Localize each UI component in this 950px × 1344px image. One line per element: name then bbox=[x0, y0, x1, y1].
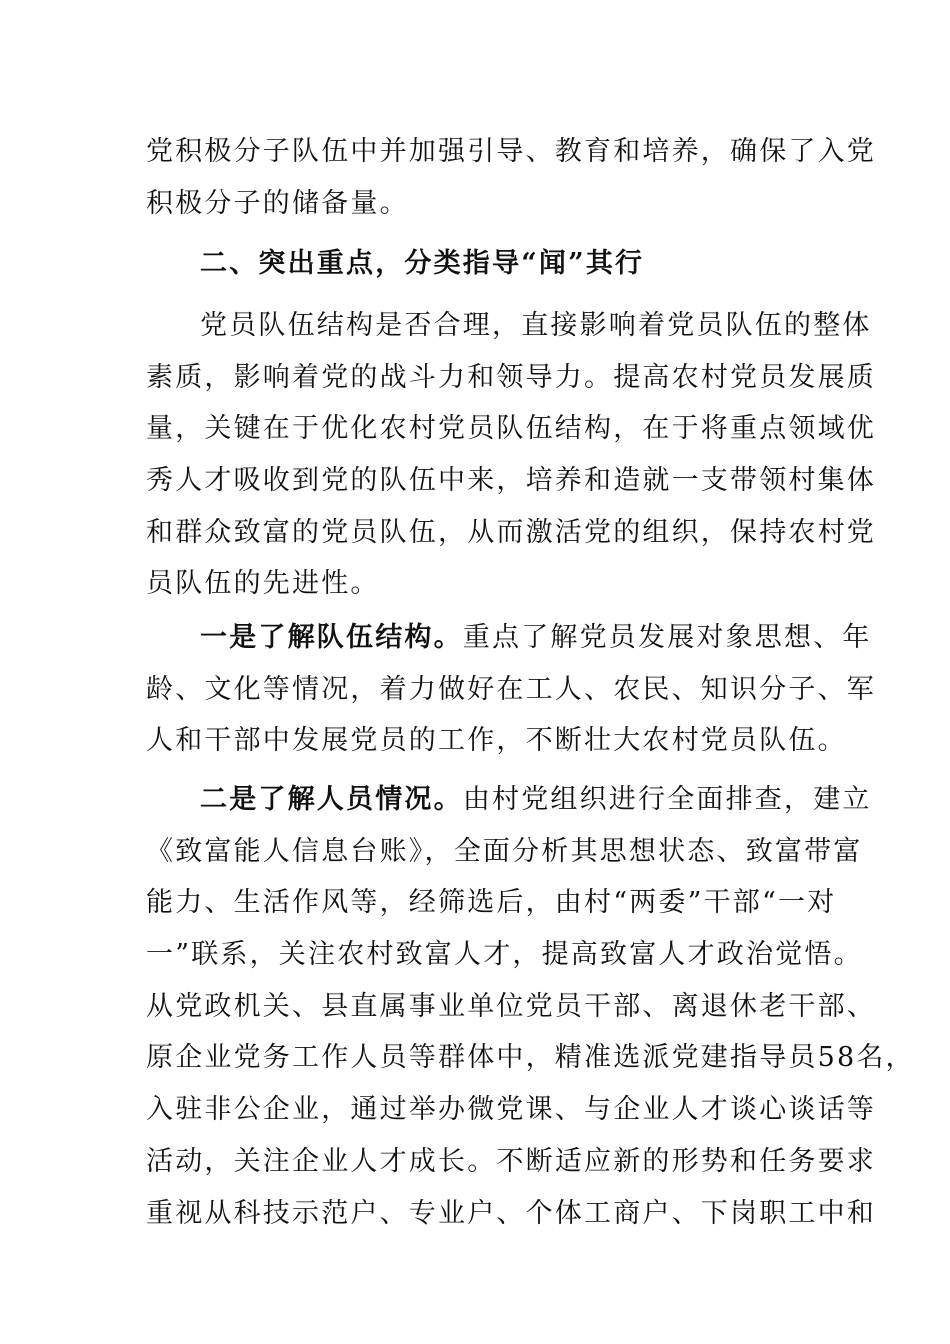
text-line: 秀人才吸收到党的队伍中来，培养和造就一支带领村集体 bbox=[146, 465, 876, 497]
text-line: 从党政机关、县直属事业单位党员干部、离退休老干部、 bbox=[146, 990, 876, 1022]
paragraph-text: 重点了解党员发展对象思想、年 bbox=[462, 622, 872, 653]
text-line: 积极分子的储备量。 bbox=[146, 187, 409, 219]
text-line: 一”联系，关注农村致富人才，提高致富人才政治觉悟。 bbox=[146, 939, 863, 971]
paragraph-one bbox=[146, 612, 876, 767]
text-line: 活动，关注企业人才成长。不断适应新的形势和任务要求 bbox=[146, 1145, 876, 1177]
text-line: 量，关键在于优化农村党员队伍结构，在于将重点领域优 bbox=[146, 413, 876, 445]
text-line: 素质，影响着党的战斗力和领导力。提高农村党员发展质 bbox=[146, 361, 876, 393]
text-line: 入驻非公企业，通过举办微党课、与企业人才谈心谈话等 bbox=[146, 1094, 876, 1126]
text-line: 《致富能人信息台账》，全面分析其思想状态、致富带富 bbox=[146, 835, 863, 867]
text-line: 龄、文化等情况，着力做好在工人、农民、知识分子、军 bbox=[146, 673, 876, 705]
text-line bbox=[146, 774, 872, 826]
paragraph-structure bbox=[146, 300, 876, 610]
paragraph-lead: 一是了解队伍结构。 bbox=[200, 622, 463, 653]
text-line: 重视从科技示范户、专业户、个体工商户、下岗职工中和 bbox=[146, 1197, 876, 1229]
text-line: 员队伍的先进性。 bbox=[146, 568, 380, 600]
section-heading-block bbox=[146, 238, 814, 290]
text-line: 党积极分子队伍中并加强引导、教育和培养，确保了入党 bbox=[146, 136, 876, 167]
text-line: 原企业党务工作人员等群体中，精准选派党建指导员58名， bbox=[146, 1042, 915, 1074]
text-line: 人和干部中发展党员的工作，不断壮大农村党员队伍。 bbox=[146, 725, 847, 757]
section-heading: 二、突出重点，分类指导“闻”其行 bbox=[200, 248, 645, 279]
paragraph-text: 由村党组织进行全面排查，建立 bbox=[462, 784, 872, 815]
text-line: 能力、生活作风等，经筛选后，由村“两委”干部“一对 bbox=[146, 887, 837, 919]
text-line: 和群众致富的党员队伍，从而激活党的组织，保持农村党 bbox=[146, 516, 876, 548]
paragraph-continuation bbox=[146, 126, 876, 229]
paragraph-lead: 二是了解人员情况。 bbox=[200, 784, 463, 815]
paragraph-two bbox=[146, 774, 915, 1239]
text-line bbox=[146, 612, 872, 664]
text-line: 党员队伍结构是否合理，直接影响着党员队伍的整体 bbox=[200, 310, 872, 341]
